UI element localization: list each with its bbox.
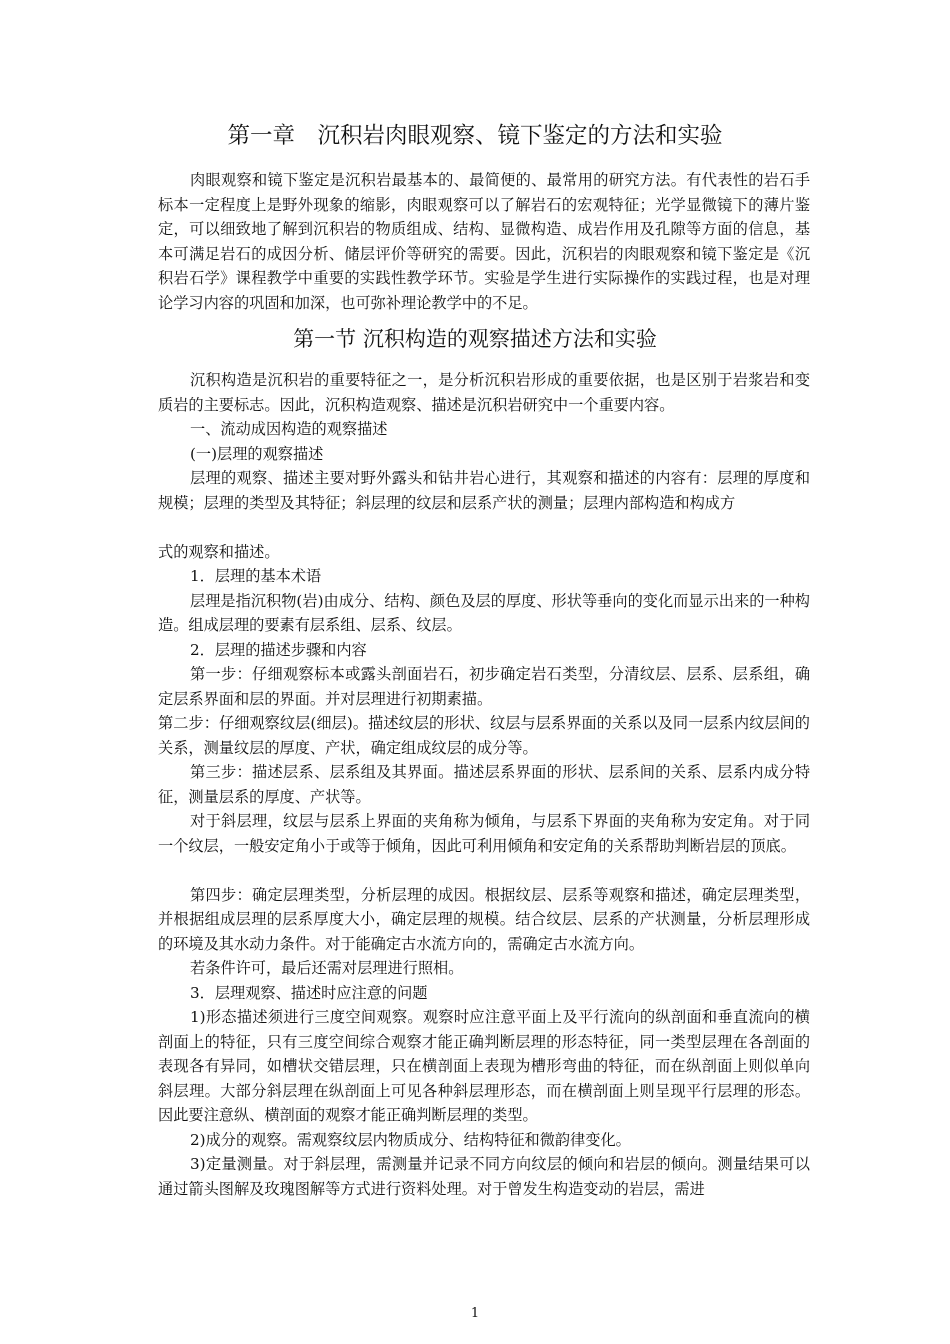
chapter-title: 第一章 沉积岩肉眼观察、镜下鉴定的方法和实验 [227, 123, 723, 149]
intro-paragraph: 肉眼观察和镜下鉴定是沉积岩最基本的、最简便的、最常用的研究方法。有代表性的岩石手标本一定程度上是野外现象的缩影，肉眼观察可以了解岩石的宏观特征；光学显微镜下的薄片鉴定，可以细致地了解到沉积岩的物质组成、结构、显微构造、成岩作用及孔隙等方面的信息，基本可满足岩石的成因分析、储层评价等研究的需要。因此，沉积岩的肉眼观察和镜下鉴定是《沉积岩石学》课程教学中重要的实践性教学环节。实验是学生进行实际操作的实践过程，也是对理论学习内容的巩固和加深，也可弥补理论教学中的不足。 [158, 171, 810, 312]
paragraph: 沉积构造是沉积岩的重要特征之一，是分析沉积岩形成的重要依据，也是区别于岩浆岩和变质岩的主要标志。因此，沉积构造观察、描述是沉积岩研究中一个重要内容。 [158, 371, 810, 414]
heading-level-3: 1．层理的基本术语 [190, 567, 322, 585]
paragraph: 1)形态描述须进行三度空间观察。观察时应注意平面上及平行流向的纵剖面和垂直流向的横剖面上的特征，只有三度空间综合观察才能正确判断层理的形态特征，同一类型层理在各剖面的表现各有异同，如槽状交错层理，只在横剖面上表现为槽形弯曲的特征，而在纵剖面上则似单向斜层理。大部分斜层理在纵剖面上可见各种斜层理形态，而在横剖面上则呈现平行层理的形态。因此要注意纵、横剖面的观察才能正确判断层理的类型。 [158, 1008, 810, 1124]
paragraph: 第四步：确定层理类型，分析层理的成因。根据纹层、层系等观察和描述，确定层理类型，并根据组成层理的层系厚度大小，确定层理的规模。结合纹层、层系的产状测量，分析层理形成的环境及其水动力条件。对于能确定古水流方向的，需确定古水流方向。 [158, 885, 810, 953]
paragraph: 层理的观察、描述主要对野外露头和钻井岩心进行，其观察和描述的内容有：层理的厚度和规模；层理的类型及其特征；斜层理的纹层和层系产状的测量；层理内部构造和构成方 [158, 469, 810, 512]
paragraph-continuation: 式的观察和描述。 [158, 542, 280, 561]
paragraph: 对于斜层理，纹层与层系上界面的夹角称为倾角，与层系下界面的夹角称为安定角。对于同一个纹层，一般安定角小于或等于倾角，因此可利用倾角和安定角的关系帮助判断岩层的顶底。 [158, 812, 810, 855]
paragraph: 第二步：仔细观察纹层(细层)。描述纹层的形状、纹层与层系界面的关系以及同一层系内纹层间的关系，测量纹层的厚度、产状，确定组成纹层的成分等。 [158, 714, 810, 757]
paragraph: 第三步：描述层系、层系组及其界面。描述层系界面的形状、层系间的关系、层系内成分特征，测量层系的厚度、产状等。 [158, 763, 810, 806]
paragraph: 2)成分的观察。需观察纹层内物质成分、结构特征和微韵律变化。 [190, 1130, 631, 1149]
paragraph: 层理是指沉积物(岩)由成分、结构、颜色及层的厚度、形状等垂向的变化而显示出来的一种构造。组成层理的要素有层系组、层系、纹层。 [158, 591, 810, 634]
heading-level-2: (一)层理的观察描述 [190, 444, 324, 463]
section-title: 第一节 沉积构造的观察描述方法和实验 [293, 327, 657, 351]
heading-level-1: 一、流动成因构造的观察描述 [190, 420, 388, 438]
paragraph: 第一步：仔细观察标本或露头剖面岩石，初步确定岩石类型，分清纹层、层系、层系组，确定层系界面和层的界面。并对层理进行初期素描。 [158, 665, 810, 708]
heading-level-3: 2．层理的描述步骤和内容 [190, 640, 367, 659]
heading-level-3: 3．层理观察、描述时应注意的问题 [190, 983, 428, 1002]
paragraph: 3)定量测量。对于斜层理，需测量并记录不同方向纹层的倾向和岩层的倾向。测量结果可以通过箭头图解及玫瑰图解等方式进行资料处理。对于曾发生构造变动的岩层，需进 [158, 1155, 810, 1198]
page-number: 1 [470, 1306, 480, 1321]
paragraph: 若条件许可，最后还需对层理进行照相。 [190, 959, 464, 977]
